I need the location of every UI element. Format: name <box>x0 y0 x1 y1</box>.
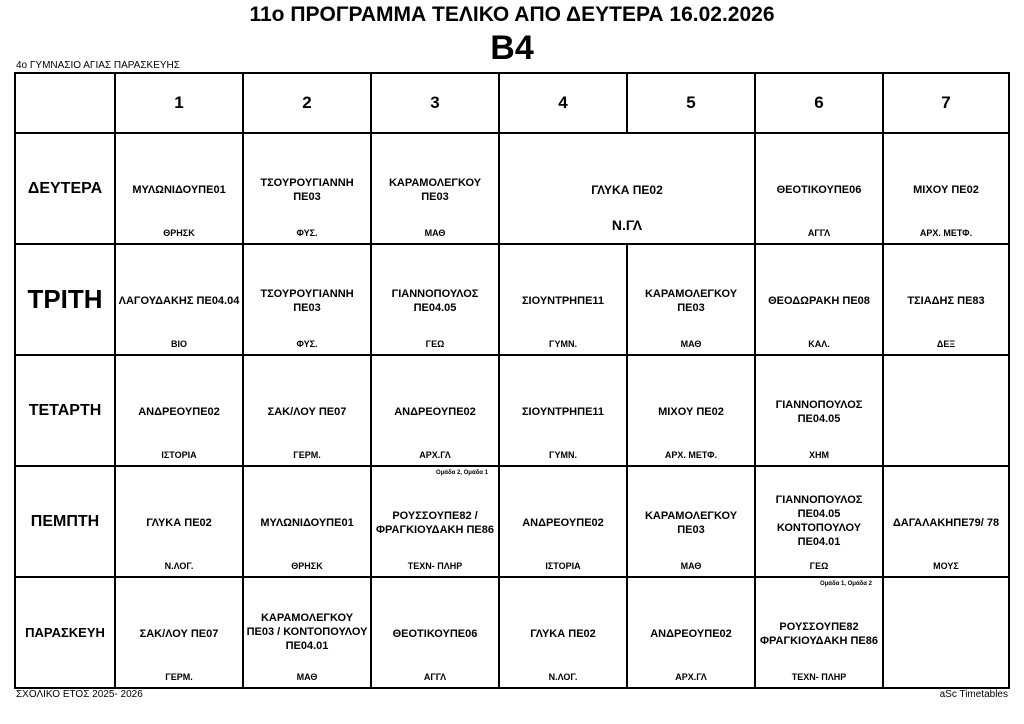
subject-name: ΦΥΣ. <box>296 339 318 349</box>
day-label: ΤΕΤΑΡΤΗ <box>16 356 116 467</box>
teacher-name: ΓΛΥΚΑ ΠΕ02 <box>591 183 663 197</box>
teacher-name: ΣΑΚ/ΛΟΥ ΠΕ07 <box>139 628 219 640</box>
subject-name: ΑΡΧ. ΜΕΤΦ. <box>919 228 973 238</box>
teacher-name: ΓΛΥΚΑ ΠΕ02 <box>146 517 212 529</box>
subject-name: ΤΕΧΝ- ΠΛΗΡ <box>791 672 847 682</box>
period-header: 4 <box>500 74 628 134</box>
teacher-name: ΤΣΙΑΔΗΣ ΠΕ83 <box>907 295 985 307</box>
lesson-cell <box>116 356 244 467</box>
lesson-cell <box>884 245 1008 356</box>
subject-name: ΜΑΘ <box>296 672 318 682</box>
teacher-name: ΚΑΡΑΜΟΛΕΓΚΟΥ ΠΕ03 <box>644 288 738 314</box>
subject-name: ΓΥΜΝ. <box>549 450 577 460</box>
teacher-name: ΑΝΔΡΕΟΥΠΕ02 <box>394 406 476 418</box>
teacher-name: ΓΛΥΚΑ ΠΕ02 <box>530 628 596 640</box>
teacher-name: ΘΕΟΤΙΚΟΥΠΕ06 <box>776 184 862 196</box>
lesson-cell <box>500 245 628 356</box>
teacher-name: ΣΑΚ/ΛΟΥ ΠΕ07 <box>267 406 347 418</box>
subject-name: ΜΑΘ <box>680 339 702 349</box>
teacher-name <box>886 608 1006 660</box>
subject-name: ΓΕΩ <box>809 561 829 571</box>
lesson-cell <box>372 245 500 356</box>
lesson-cell <box>884 467 1008 578</box>
subject-name: ΑΓΓΛ <box>807 228 831 238</box>
lesson-cell <box>756 578 884 687</box>
lesson-cell <box>244 467 372 578</box>
day-label: ΤΡΙΤΗ <box>16 245 116 356</box>
group-note: Ομάδα 1, Ομάδα 2 <box>819 581 872 587</box>
day-label: ΔΕΥΤΕΡΑ <box>16 134 116 245</box>
lesson-cell <box>116 467 244 578</box>
lesson-cell <box>244 134 372 245</box>
lesson-cell <box>756 134 884 245</box>
period-header: 2 <box>244 74 372 134</box>
subject-name: ΓΕΩ <box>425 339 445 349</box>
teacher-name <box>886 386 1006 438</box>
lesson-cell <box>244 356 372 467</box>
group-note: Ομάδα 2, Ομάδα 1 <box>435 470 488 476</box>
teacher-name: ΛΑΓΟΥΔΑΚΗΣ ΠΕ04.04 <box>118 295 240 307</box>
period-header: 6 <box>756 74 884 134</box>
teacher-name: ΤΣΟΥΡΟΥΓΙΑΝΝΗ ΠΕ03 <box>260 288 354 314</box>
period-header: 3 <box>372 74 500 134</box>
lesson-cell <box>116 134 244 245</box>
subject-name: ΓΕΡΜ. <box>293 450 321 460</box>
teacher-name: ΘΕΟΤΙΚΟΥΠΕ06 <box>392 628 478 640</box>
teacher-name: ΡΟΥΣΣΟΥΠΕ82 ΦΡΑΓΚΙΟΥΔΑΚΗ ΠΕ86 <box>759 621 878 647</box>
teacher-name: ΜΥΛΩΝΙΔΟΥΠΕ01 <box>260 517 354 529</box>
lesson-cell <box>116 578 244 687</box>
corner-cell <box>16 74 116 134</box>
lesson-cell <box>756 245 884 356</box>
subject-name: ΦΥΣ. <box>296 228 318 238</box>
lesson-cell <box>628 578 756 687</box>
subject-name: ΑΡΧ.ΓΛ <box>675 672 707 682</box>
teacher-name: ΣΙΟΥΝΤΡΗΠΕ11 <box>521 406 605 418</box>
period-header: 5 <box>628 74 756 134</box>
subject-name: ΜΑΘ <box>680 561 702 571</box>
school-year: ΣΧΟΛΙΚΟ ΕΤΟΣ 2025- 2026 <box>16 689 143 700</box>
school-name: 4ο ΓΥΜΝΑΣΙΟ ΑΓΙΑΣ ΠΑΡΑΣΚΕΥΗΣ <box>16 60 180 71</box>
teacher-name: ΜΙΧΟΥ ΠΕ02 <box>658 406 724 418</box>
subject-name: Ν.ΛΟΓ. <box>164 561 194 571</box>
lesson-cell-empty <box>884 578 1008 687</box>
day-label: ΠΕΜΠΤΗ <box>16 467 116 578</box>
lesson-cell <box>500 356 628 467</box>
subject-name: ΓΕΡΜ. <box>165 672 193 682</box>
teacher-name: ΣΙΟΥΝΤΡΗΠΕ11 <box>521 295 605 307</box>
teacher-name: ΚΑΡΑΜΟΛΕΓΚΟΥ ΠΕ03 <box>644 510 738 536</box>
lesson-cell <box>244 245 372 356</box>
subject-name: ΑΡΧ.ΓΛ <box>419 450 451 460</box>
lesson-cell <box>628 245 756 356</box>
subject-name: ΑΓΓΛ <box>423 672 447 682</box>
page-title: 11ο ΠΡΟΓΡΑΜΜΑ ΤΕΛΙΚΟ ΑΠΟ ΔΕΥΤΕΡΑ 16.02.2026 <box>249 3 775 26</box>
timetable-grid <box>14 72 1010 689</box>
subject-name: ΧΗΜ <box>809 450 829 460</box>
subject-name: Ν.ΓΛ <box>611 217 643 233</box>
lesson-cell <box>372 134 500 245</box>
subject-name: ΓΥΜΝ. <box>549 339 577 349</box>
teacher-name: ΑΝΔΡΕΟΥΠΕ02 <box>522 517 604 529</box>
lesson-cell-empty <box>884 356 1008 467</box>
teacher-name: ΚΑΡΑΜΟΛΕΓΚΟΥ ΠΕ03 <box>388 177 482 203</box>
lesson-cell <box>884 134 1008 245</box>
teacher-name: ΓΙΑΝΝΟΠΟΥΛΟΣ ΠΕ04.05 <box>775 399 863 425</box>
lesson-cell <box>628 356 756 467</box>
lesson-cell <box>244 578 372 687</box>
subject-name: ΒΙΟ <box>170 339 187 349</box>
teacher-name: ΡΟΥΣΣΟΥΠΕ82 / ΦΡΑΓΚΙΟΥΔΑΚΗ ΠΕ86 <box>375 510 494 536</box>
lesson-cell <box>756 467 884 578</box>
subject-name: ΤΕΧΝ- ΠΛΗΡ <box>407 561 463 571</box>
teacher-name: ΜΥΛΩΝΙΔΟΥΠΕ01 <box>132 184 226 196</box>
lesson-cell <box>628 467 756 578</box>
teacher-name: ΑΝΔΡΕΟΥΠΕ02 <box>650 628 732 640</box>
class-name: B4 <box>490 29 534 67</box>
teacher-name: ΓΙΑΝΝΟΠΟΥΛΟΣ ΠΕ04.05 ΚΟΝΤΟΠΟΥΛΟΥ ΠΕ04.01 <box>775 494 863 548</box>
lesson-cell <box>116 245 244 356</box>
subject-name: ΙΣΤΟΡΙΑ <box>161 450 197 460</box>
lesson-cell <box>372 467 500 578</box>
subject-name: ΘΡΗΣΚ <box>291 561 323 571</box>
lesson-cell <box>756 356 884 467</box>
lesson-cell-double <box>500 134 756 245</box>
teacher-name: ΚΑΡΑΜΟΛΕΓΚΟΥ ΠΕ03 / ΚΟΝΤΟΠΟΥΛΟΥ ΠΕ04.01 <box>246 612 368 652</box>
subject-name: ΙΣΤΟΡΙΑ <box>545 561 581 571</box>
lesson-cell <box>372 578 500 687</box>
subject-name: ΑΡΧ. ΜΕΤΦ. <box>664 450 718 460</box>
generator-credit: aSc Timetables <box>939 689 1008 700</box>
day-label: ΠΑΡΑΣΚΕΥΗ <box>16 578 116 687</box>
teacher-name: ΘΕΟΔΩΡΑΚΗ ΠΕ08 <box>768 295 870 307</box>
subject-name: Ν.ΛΟΓ. <box>548 672 578 682</box>
period-header: 7 <box>884 74 1008 134</box>
teacher-name: ΤΣΟΥΡΟΥΓΙΑΝΝΗ ΠΕ03 <box>260 177 354 203</box>
subject-name: ΜΑΘ <box>424 228 446 238</box>
teacher-name: ΔΑΓΑΛΑΚΗΠΕ79/ 78 <box>892 517 1000 529</box>
teacher-name: ΓΙΑΝΝΟΠΟΥΛΟΣ ΠΕ04.05 <box>391 288 479 314</box>
subject-name: ΔΕΞ <box>936 339 956 349</box>
teacher-name: ΑΝΔΡΕΟΥΠΕ02 <box>138 406 220 418</box>
period-header: 1 <box>116 74 244 134</box>
teacher-name: ΜΙΧΟΥ ΠΕ02 <box>913 184 979 196</box>
subject-name: ΘΡΗΣΚ <box>163 228 195 238</box>
lesson-cell <box>372 356 500 467</box>
subject-name: ΚΑΛ. <box>808 339 830 349</box>
lesson-cell <box>500 578 628 687</box>
subject-name: ΜΟΥΣ <box>933 561 959 571</box>
lesson-cell <box>500 467 628 578</box>
